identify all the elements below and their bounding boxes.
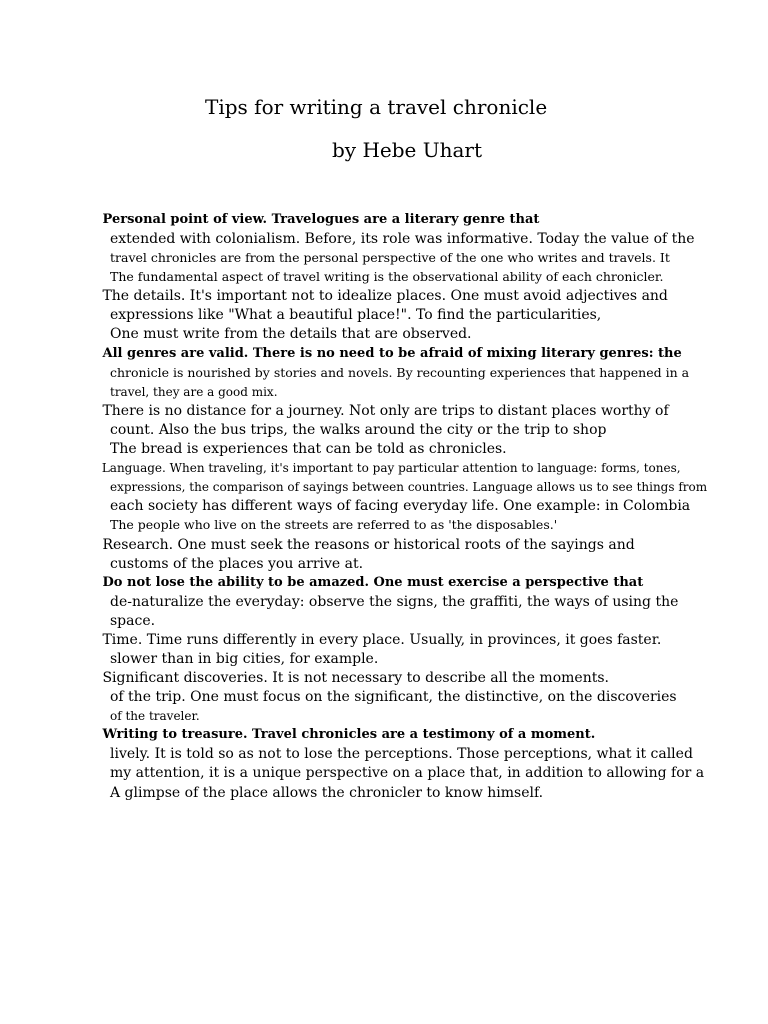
tip-9-line: of the traveler.	[110, 709, 200, 723]
tip-6-line: customs of the places you arrive at.	[110, 556, 364, 572]
tip-1-line: travel chronicles are from the personal perspective of the one who writes and travels. It	[110, 250, 670, 265]
document-author: by Hebe Uhart	[332, 138, 482, 162]
tip-2-first-line: The details. It's important not to idealize places. One must avoid adjectives and	[102, 288, 668, 304]
tip-5-line: expressions, the comparison of sayings between countries. Language allows us to see things from	[110, 480, 708, 494]
tip-8-first-line: Time. Time runs differently in every place. Usually, in provinces, it goes faster.	[102, 632, 662, 648]
document-title: Tips for writing a travel chronicle	[205, 95, 548, 119]
tip-5-line: The people who live on the streets are referred to as 'the disposables.'	[110, 517, 558, 532]
tip-9-line: of the trip. One must focus on the significant, the distinctive, on the discoveries	[110, 689, 677, 705]
tip-2-heading	[88, 287, 668, 305]
tip-1-line: extended with colonialism. Before, its role was informative. Today the value of the	[110, 231, 695, 247]
tip-7-heading	[88, 574, 643, 592]
tip-7-first-line: Do not lose the ability to be amazed. One must exercise a perspective that	[102, 575, 644, 590]
tip-1-line: The fundamental aspect of travel writing is the observational ability of each chronicler.	[110, 269, 664, 284]
tip-3-line: chronicle is nourished by stories and novels. By recounting experiences that happened in a	[110, 365, 690, 380]
tip-4-line: count. Also the bus trips, the walks around the city or the trip to shop	[110, 422, 607, 438]
tip-1-heading	[88, 211, 539, 229]
tip-4-line: The bread is experiences that can be told as chronicles.	[110, 441, 507, 457]
tip-10-line: A glimpse of the place allows the chronicler to know himself.	[110, 785, 544, 801]
tip-3-heading	[88, 345, 682, 363]
tip-10-first-line: Writing to treasure. Travel chronicles are a testimony of a moment.	[102, 727, 596, 742]
tip-3-first-line: All genres are valid. There is no need to be afraid of mixing literary genres: the	[102, 346, 682, 361]
tip-5-heading	[88, 459, 681, 477]
tip-7-line: de-naturalize the everyday: observe the signs, the graffiti, the ways of using the	[110, 594, 679, 610]
tip-9-heading	[88, 669, 609, 687]
tip-5-line: each society has different ways of facing everyday life. One example: in Colombia	[110, 498, 691, 514]
tip-2-line: expressions like "What a beautiful place!". To find the particularities,	[110, 307, 602, 323]
tip-2-line: One must write from the details that are observed.	[110, 326, 472, 342]
tip-6-first-line: Research. One must seek the reasons or historical roots of the sayings and	[102, 537, 635, 553]
tip-9-first-line: Significant discoveries. It is not necessary to describe all the moments.	[102, 670, 609, 686]
tip-10-line: my attention, it is a unique perspective on a place that, in addition to allowing for a	[110, 765, 705, 781]
tip-4-heading	[88, 402, 669, 420]
tip-8-heading	[88, 631, 661, 649]
tip-6-heading	[88, 536, 635, 554]
tip-7-line: space.	[110, 613, 156, 629]
tip-10-line: lively. It is told so as not to lose the perceptions. Those perceptions, what it called	[110, 746, 693, 762]
tip-1-first-line: Personal point of view. Travelogues are a literary genre that	[102, 212, 540, 227]
tip-5-first-line: Language. When traveling, it's important to pay particular attention to language: forms, tones,	[101, 461, 681, 475]
tip-3-line: travel, they are a good mix.	[110, 385, 278, 399]
tip-8-line: slower than in big cities, for example.	[110, 651, 379, 667]
tip-10-heading	[88, 726, 595, 744]
tip-4-first-line: There is no distance for a journey. Not only are trips to distant places worthy of	[102, 403, 669, 419]
